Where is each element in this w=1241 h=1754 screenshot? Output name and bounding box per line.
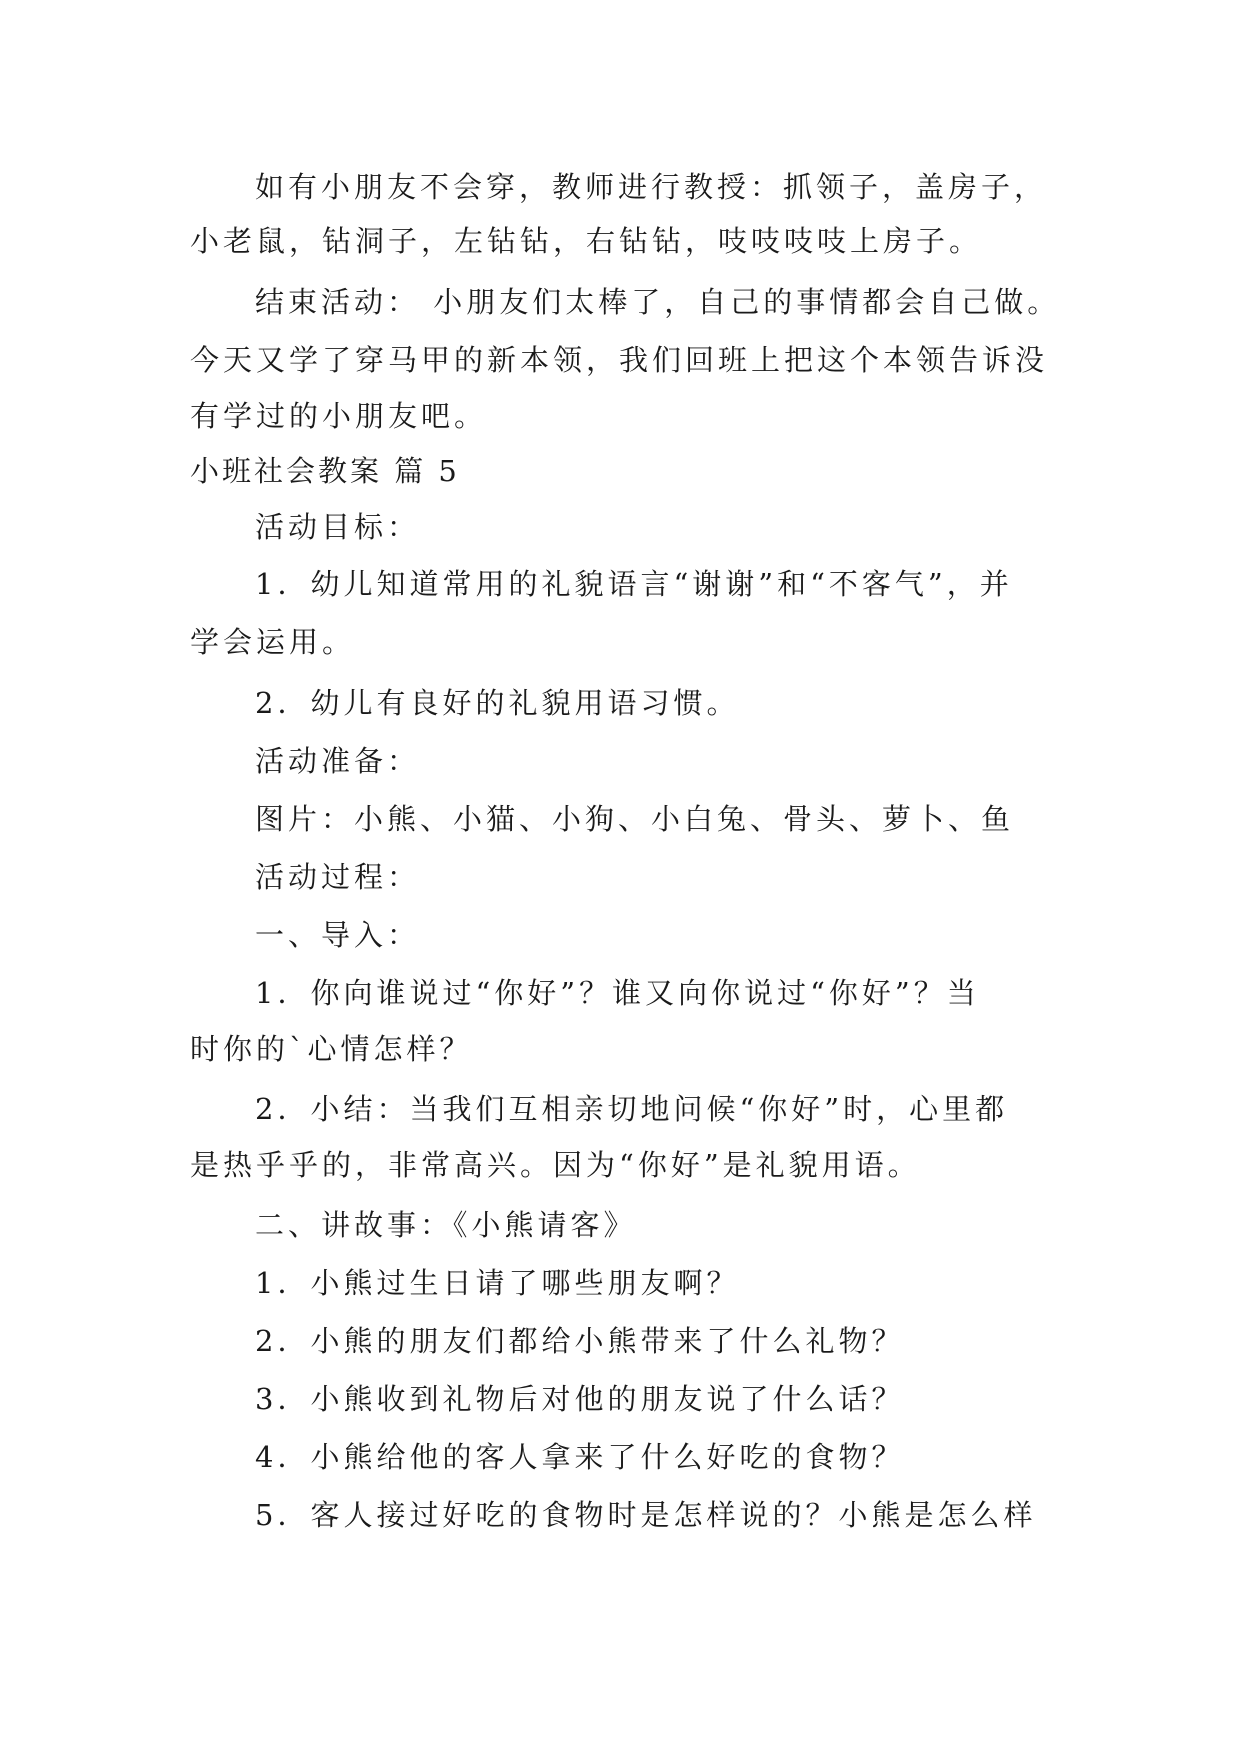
paragraph-line: 学会运用。 — [190, 625, 356, 659]
paragraph-line: 活动准备： — [255, 744, 421, 778]
paragraph-line: 2．小结：当我们互相亲切地问候“你好”时，心里都 — [255, 1092, 1009, 1126]
paragraph-line: 有学过的小朋友吧。 — [190, 399, 488, 433]
paragraph-line: 一、导入： — [255, 918, 421, 952]
paragraph-line: 时你的`心情怎样？ — [190, 1032, 473, 1066]
paragraph-line: 如有小朋友不会穿，教师进行教授：抓领子，盖房子， — [255, 170, 1048, 204]
paragraph-line: 1．小熊过生日请了哪些朋友啊？ — [255, 1266, 740, 1300]
section-heading: 小班社会教案 篇 5 — [190, 454, 460, 488]
paragraph-line: 2．幼儿有良好的礼貌用语习惯。 — [255, 686, 740, 720]
paragraph-line: 小老鼠，钻洞子，左钻钻，右钻钻，吱吱吱吱上房子。 — [190, 224, 983, 258]
paragraph-line: 1．幼儿知道常用的礼貌语言“谢谢”和“不客气”，并 — [255, 567, 1013, 601]
paragraph-line: 今天又学了穿马甲的新本领，我们回班上把这个本领告诉没 — [190, 343, 1049, 377]
paragraph-line: 3．小熊收到礼物后对他的朋友说了什么话？ — [255, 1382, 905, 1416]
paragraph-line: 4．小熊给他的客人拿来了什么好吃的食物？ — [255, 1440, 905, 1474]
paragraph-line: 1．你向谁说过“你好”？谁又向你说过“你好”？当 — [255, 976, 980, 1010]
paragraph-line: 活动过程： — [255, 860, 421, 894]
paragraph-line: 是热乎乎的，非常高兴。因为“你好”是礼貌用语。 — [190, 1148, 921, 1182]
paragraph-line: 活动目标： — [255, 510, 421, 544]
paragraph-line: 图片：小熊、小猫、小狗、小白兔、骨头、萝卜、鱼 — [255, 802, 1015, 836]
paragraph-line: 5．客人接过好吃的食物时是怎样说的？小熊是怎么样 — [255, 1498, 1037, 1532]
paragraph-line: 结束活动： 小朋友们太棒了，自己的事情都会自己做。 — [255, 285, 1061, 319]
paragraph-line: 2．小熊的朋友们都给小熊带来了什么礼物？ — [255, 1324, 905, 1358]
paragraph-line: 二、讲故事：《小熊请客》 — [255, 1208, 637, 1242]
